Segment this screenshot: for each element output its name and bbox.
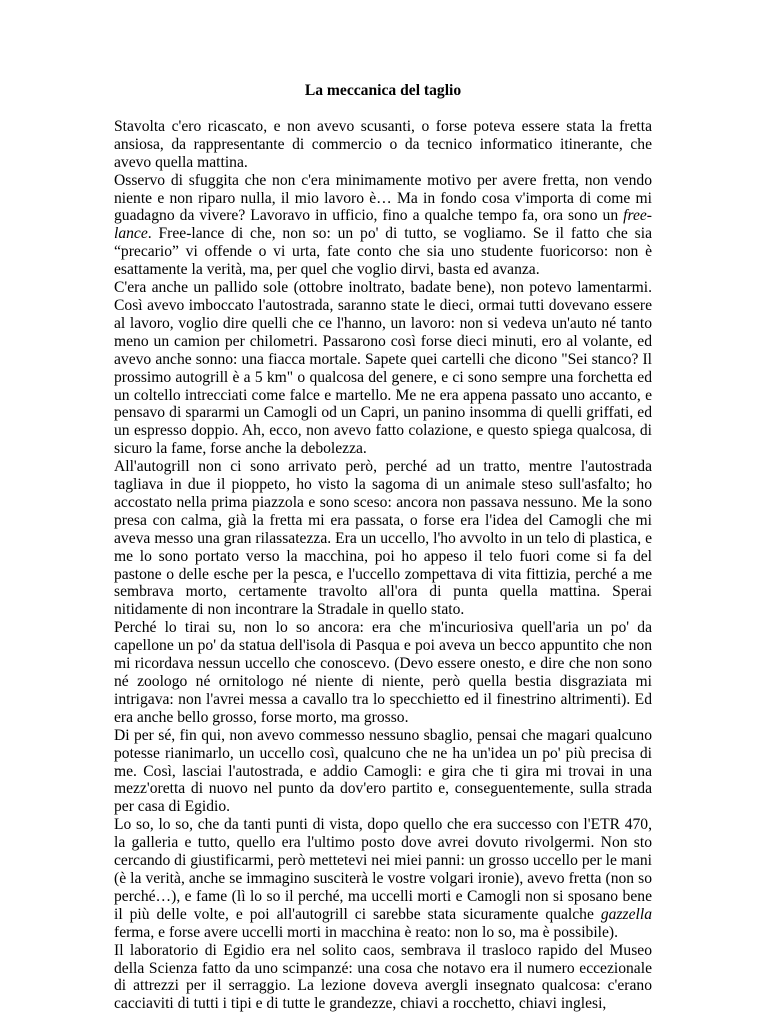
paragraph	[114, 619, 652, 726]
italic-text: gazzella	[600, 905, 652, 923]
paragraph	[114, 279, 652, 458]
italic-text: free-lance	[114, 207, 652, 243]
paragraph-text: . Free-lance di che, non so: un po' di tutto, se vogliamo. Se il fatto che sia “precario” vi offende o vi urta, fate conto che sia uno studente fuoricorso: non è esattamente la verità, ma, per quel che voglio dirvi, basta ed avanza.	[114, 225, 652, 279]
paragraph-text: Perché lo tirai su, non lo so ancora: era che m'incuriosiva quell'aria un po' da capellone un po' da statua dell'isola di Pasqua e poi aveva un becco appuntito che non mi ricordava nessun uccello che conoscevo. (Devo essere onesto, e dire che non sono né zoologo né ornitologo né niente di niente, però quella bestia disgraziata mi intrigava: non l'avrei messa a cavallo tra lo specchietto ed il finestrino altrimenti). Ed era anche bello grosso, forse morto, ma grosso.	[114, 619, 652, 726]
paragraph	[114, 118, 652, 172]
paragraph-text: Di per sé, fin qui, non avevo commesso nessuno sbaglio, pensai che magari qualcuno potesse rianimarlo, un uccello così, qualcuno che ne ha un'idea un po' più precisa di me. Così, lasciai l'autostrada, e addio Camogli: e gira che ti gira mi trovai in una mezz'oretta di nuovo nel punto da dov'ero partito e, conseguentemente, sulla strada per casa di Egidio.	[114, 726, 652, 816]
paragraph-text: Stavolta c'ero ricascato, e non avevo scusanti, o forse poteva essere stata la fretta ansiosa, da rappresentante di commercio o da tecnico informatico itinerante, che avevo quella mattina.	[114, 117, 652, 171]
paragraph-text: All'autogrill non ci sono arrivato però, perché ad un tratto, mentre l'autostrada tagliava in due il pioppeto, ho visto la sagoma di un animale steso sull'asfalto; ho accostato nella prima piazzola e sono sceso: ancora non passava nessuno. Me la sono presa con calma, già la fretta mi era passata, o forse era l'idea del Camogli che mi aveva messo una gran rilassatezza. Era un uccello, l'ho avvolto in un telo di plastica, e me lo sono portato verso la macchina, poi ho appeso il telo fuori come si fa del pastone o delle esche per la pesca, e l'uccello zompettava di vita fittizia, perché a me sembrava morto, certamente travolto all'ora di punta quella mattina. Sperai nitidamente di non incontrare la Stradale in quello stato.	[114, 458, 652, 619]
paragraph-text: ferma, e forse avere uccelli morti in macchina è reato: non lo so, ma è possibile).	[114, 923, 619, 941]
paragraph-text: Lo so, lo so, che da tanti punti di vista, dopo quello che era successo con l'ETR 470, la galleria e tutto, quello era l'ultimo posto dove avrei dovuto rivolgermi. Non sto cercando di giustificarmi, però mettetevi nei miei panni: un grosso uccello per le mani (è la verità, anche se immagino susciterà le vostre volgari ironie), avevo fretta (non so perché…), e fame (lì lo so il perché, ma uccelli morti e Camogli non si sposano bene il più delle volte, e poi all'autogrill ci sarebbe stata sicuramente qualche	[114, 816, 652, 923]
document-body	[114, 118, 652, 1013]
document-page	[114, 82, 652, 1013]
paragraph-text: Il laboratorio di Egidio era nel solito caos, sembrava il trasloco rapido del Museo della Scienza fatto da uno scimpanzé: una cosa che notavo era il numero eccezionale di attrezzi per il serraggio. La lezione doveva avergli insegnato qualcosa: c'erano cacciaviti di tutti i tipi e di tutte le grandezze, chiavi a rocchetto, chiavi inglesi,	[114, 941, 652, 1013]
paragraph	[114, 172, 652, 279]
paragraph	[114, 942, 652, 1013]
paragraph-text: Osservo di sfuggita che non c'era minimamente motivo per avere fretta, non vendo niente e non riparo nulla, il mio lavoro è… Ma in fondo cosa v'importa di come mi guadagno da vivere? Lavoravo in ufficio, fino a qualche tempo fa, ora sono un	[114, 171, 652, 225]
document-title: La meccanica del taglio	[304, 82, 462, 99]
paragraph	[114, 727, 652, 817]
paragraph-text: C'era anche un pallido sole (ottobre inoltrato, badate bene), non potevo lamentarmi. Così avevo imboccato l'autostrada, saranno state le dieci, ormai tutti dovevano essere al lavoro, voglio dire quelli che ce l'hanno, un lavoro: non si vedeva un'auto né tanto meno un camion per chilometri. Passarono così forse dieci minuti, ero al volante, ed avevo anche sonno: una fiacca mortale. Sapete quei cartelli che dicono "Sei stanco? Il prossimo autogrill è a 5 km" o qualcosa del genere, e ci sono sempre una forchetta ed un coltello intrecciati come falce e martello. Me ne era appena passato uno accanto, e pensavo di spararmi un Camogli od un Capri, un panino insomma di quelli griffati, ed un espresso doppio. Ah, ecco, non avevo fatto colazione, e questo spiega qualcosa, di sicuro la fame, forse anche la debolezza.	[114, 279, 652, 458]
paragraph	[114, 458, 652, 619]
paragraph	[114, 816, 652, 941]
